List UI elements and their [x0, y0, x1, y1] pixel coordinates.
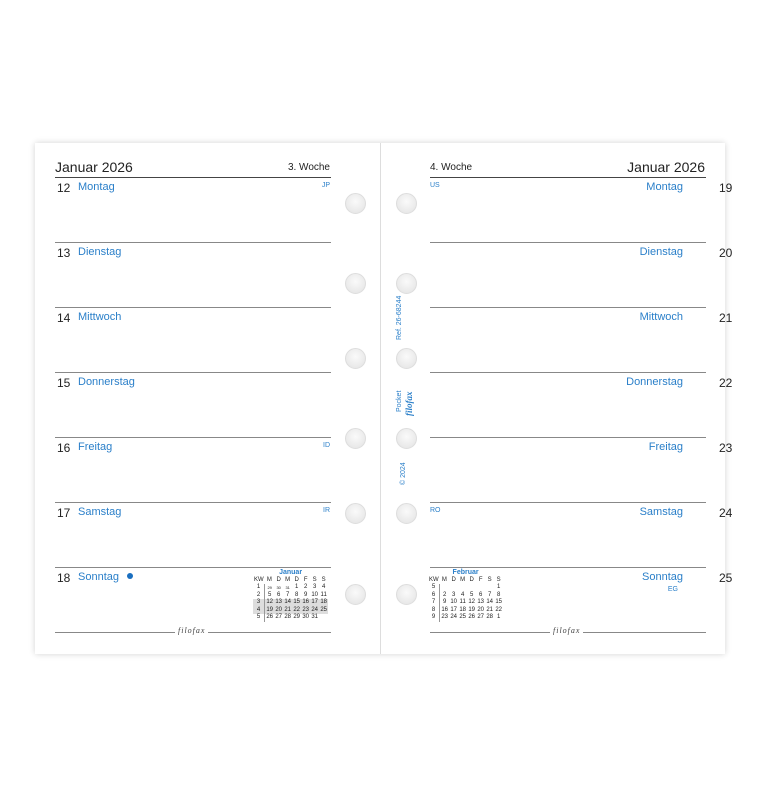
day-number: 21 [719, 311, 733, 325]
mini-date[interactable]: 2 [304, 584, 308, 590]
day-number: 25 [719, 571, 733, 585]
mini-head: KW [254, 576, 264, 583]
day-separator [55, 502, 331, 503]
mini-date[interactable]: 25 [320, 606, 328, 613]
mini-date[interactable]: 27 [275, 614, 283, 620]
binder-hole [396, 348, 417, 369]
binder-hole [396, 428, 417, 449]
mini-date[interactable]: 8 [428, 607, 440, 615]
mini-month: Januar [279, 569, 303, 576]
mini-date[interactable]: 1 [295, 584, 299, 590]
day-name[interactable]: Montag [78, 181, 115, 193]
day-name[interactable]: Freitag [78, 441, 113, 453]
day-number: 23 [719, 441, 733, 455]
mini-date[interactable]: 15 [495, 599, 503, 605]
mini-date[interactable]: 13 [275, 599, 283, 605]
left-page-title: Januar 2026 [55, 159, 133, 175]
mini-date[interactable]: 29 [267, 585, 272, 590]
mini-date[interactable]: 17 [311, 599, 319, 605]
day-separator [430, 437, 706, 438]
mini-date[interactable]: 2 [443, 591, 447, 598]
mini-date[interactable]: 5 [268, 591, 272, 598]
holiday-code: ID [323, 442, 330, 449]
mini-date[interactable]: 7 [286, 591, 290, 598]
left-filofax-logo: filofax [175, 626, 208, 635]
mini-date[interactable]: 16 [302, 599, 310, 605]
right-mini-calendar [428, 569, 503, 622]
mini-date[interactable] [440, 584, 450, 592]
mini-date[interactable]: 6 [428, 592, 440, 600]
mini-head: D [451, 576, 456, 583]
day-number: 17 [57, 506, 71, 520]
binder-hole [345, 348, 366, 369]
mini-date[interactable]: 2 [253, 592, 265, 600]
mini-date[interactable]: 21 [486, 606, 494, 613]
mini-date[interactable]: 1 [497, 584, 501, 590]
binder-hole [396, 503, 417, 524]
mini-date[interactable]: 22 [495, 606, 503, 613]
day-name[interactable]: Samstag [78, 506, 122, 518]
mini-date[interactable]: 26 [266, 614, 274, 620]
mini-date[interactable]: 12 [266, 599, 274, 605]
mini-date[interactable]: 3 [452, 591, 456, 598]
left-header-line [55, 177, 331, 178]
day-name[interactable]: Dienstag [639, 246, 683, 258]
mini-date[interactable]: 21 [284, 606, 292, 613]
day-name[interactable]: Mittwoch [78, 311, 122, 323]
mini-date[interactable] [319, 614, 328, 622]
mini-date[interactable]: 5 [428, 584, 440, 592]
mini-date[interactable]: 22 [293, 606, 301, 613]
mini-week-row [428, 614, 503, 622]
day-separator [55, 372, 331, 373]
day-number: 15 [57, 376, 71, 390]
mini-head: D [276, 576, 281, 583]
mini-week-row [428, 592, 503, 600]
mini-date[interactable] [467, 584, 476, 592]
mini-date[interactable]: 18 [320, 599, 328, 605]
mini-date[interactable] [476, 584, 485, 592]
mini-date[interactable]: 31 [311, 614, 319, 620]
day-name[interactable]: Sonntag [78, 571, 119, 583]
day-separator [430, 307, 706, 308]
mini-date[interactable]: 15 [293, 599, 301, 605]
center-fold [380, 143, 381, 654]
mini-date[interactable]: 4 [253, 607, 265, 615]
mini-week-row [253, 614, 328, 622]
mini-date[interactable]: 9 [304, 591, 308, 598]
day-separator [55, 437, 331, 438]
day-name[interactable]: Sonntag [642, 571, 683, 583]
mini-head: KW [429, 576, 439, 583]
day-number: 13 [57, 246, 71, 260]
mini-date[interactable]: 17 [450, 606, 458, 613]
mini-date[interactable]: 28 [486, 614, 494, 620]
mini-date[interactable]: 16 [441, 606, 449, 613]
day-name[interactable]: Samstag [639, 506, 683, 518]
mini-date[interactable]: 23 [302, 606, 310, 613]
mini-date[interactable]: 30 [276, 585, 281, 590]
mini-date[interactable]: 11 [320, 591, 327, 598]
day-separator [430, 567, 706, 568]
day-name[interactable]: Dienstag [78, 246, 122, 258]
mini-date[interactable]: 30 [302, 614, 310, 620]
mini-week-row [428, 607, 503, 615]
mini-date[interactable] [485, 584, 494, 592]
day-separator [430, 502, 706, 503]
binder-hole [345, 428, 366, 449]
right-week-label: 4. Woche [430, 162, 473, 173]
mini-date[interactable]: 12 [468, 599, 476, 605]
day-number: 18 [57, 571, 71, 585]
day-number: 22 [719, 376, 733, 390]
binder-hole [345, 503, 366, 524]
binder-hole [396, 584, 417, 605]
day-number: 16 [57, 441, 71, 455]
mini-date[interactable]: 4 [461, 591, 465, 598]
left-week-label: 3. Woche [287, 162, 330, 173]
mini-month: Februar [452, 569, 479, 576]
holiday-code: US [430, 182, 440, 189]
mini-date[interactable]: 31 [285, 585, 290, 590]
mini-date[interactable]: 14 [284, 599, 292, 605]
copyright-text: © 2024 [400, 462, 407, 485]
day-number: 24 [719, 506, 733, 520]
mini-week-row [428, 599, 503, 607]
day-name[interactable]: Montag [646, 181, 683, 193]
day-number: 12 [57, 181, 71, 195]
day-name[interactable]: Mittwoch [639, 311, 683, 323]
right-filofax-logo: filofax [550, 626, 583, 635]
mini-date[interactable]: 6 [479, 591, 483, 598]
mini-head: S [487, 576, 492, 583]
mini-week-row [253, 607, 328, 615]
mini-date[interactable]: 5 [470, 591, 474, 598]
spine-logo: filofax [404, 391, 414, 416]
mini-date[interactable]: 9 [443, 599, 447, 605]
mini-date[interactable]: 7 [488, 591, 492, 598]
mini-date[interactable]: 25 [459, 614, 467, 620]
mini-head: M [285, 576, 291, 583]
day-number: 14 [57, 311, 71, 325]
mini-date[interactable]: 4 [322, 584, 326, 590]
mini-head: M [266, 576, 272, 583]
mini-date[interactable]: 24 [311, 606, 319, 613]
mini-date[interactable]: 28 [284, 614, 292, 620]
mini-date[interactable]: 10 [450, 599, 458, 605]
mini-date[interactable]: 20 [477, 606, 485, 613]
mini-date[interactable]: 26 [468, 614, 476, 620]
mini-head: F [303, 576, 308, 583]
day-separator [55, 307, 331, 308]
mini-date[interactable]: 11 [459, 599, 466, 605]
binder-hole [396, 273, 417, 294]
mini-date[interactable]: 9 [428, 614, 440, 622]
holiday-code: RO [430, 507, 441, 514]
holiday-code: JP [321, 182, 330, 189]
mini-head: D [294, 576, 299, 583]
mini-date[interactable] [449, 584, 458, 592]
mini-head: F [478, 576, 483, 583]
mini-date[interactable]: 7 [428, 599, 440, 607]
binder-hole [345, 584, 366, 605]
mini-date[interactable]: 27 [477, 614, 485, 620]
day-name[interactable]: Freitag [648, 441, 683, 453]
mini-week-row [253, 592, 328, 600]
mini-head: S [321, 576, 326, 583]
mini-date[interactable]: 29 [293, 614, 301, 620]
mini-week-row [253, 584, 328, 592]
mini-date[interactable] [458, 584, 467, 592]
mini-date[interactable]: 19 [266, 606, 274, 613]
mini-date[interactable]: 3 [253, 599, 265, 607]
mini-date[interactable]: 19 [468, 606, 476, 613]
mini-date[interactable]: 8 [295, 591, 299, 598]
day-separator [55, 242, 331, 243]
mini-week-row [428, 584, 503, 592]
mini-date[interactable]: 8 [497, 591, 501, 598]
mini-date[interactable]: 20 [275, 606, 283, 613]
mini-date[interactable]: 6 [277, 591, 281, 598]
day-separator [55, 567, 331, 568]
mini-head: S [312, 576, 317, 583]
mini-date[interactable]: 10 [311, 591, 319, 598]
binder-hole [345, 193, 366, 214]
mini-head: D [469, 576, 474, 583]
mini-date[interactable]: 1 [497, 614, 501, 620]
mini-head: S [496, 576, 501, 583]
mini-date[interactable]: 14 [486, 599, 494, 605]
day-separator [430, 242, 706, 243]
mini-date[interactable]: 13 [477, 599, 485, 605]
day-name[interactable]: Donnerstag [78, 376, 135, 388]
pocket-text: Pocket [396, 390, 403, 412]
mini-date[interactable]: 24 [450, 614, 458, 620]
mini-date[interactable]: 3 [313, 584, 317, 590]
mini-date[interactable]: 1 [253, 584, 265, 592]
moon-phase-icon [127, 573, 133, 579]
left-mini-calendar [253, 569, 328, 622]
mini-date[interactable]: 18 [459, 606, 467, 613]
holiday-code: EG [667, 586, 678, 593]
day-separator [430, 372, 706, 373]
holiday-code: IR [323, 507, 330, 514]
day-number: 20 [719, 246, 733, 260]
mini-week-row [253, 599, 328, 607]
mini-head: M [441, 576, 447, 583]
binder-hole [396, 193, 417, 214]
binder-hole [345, 273, 366, 294]
mini-date[interactable]: 23 [441, 614, 449, 620]
right-header-line [430, 177, 706, 178]
mini-date[interactable]: 5 [253, 614, 265, 622]
day-number: 19 [719, 181, 733, 195]
mini-head: M [460, 576, 466, 583]
right-page-title: Januar 2026 [627, 159, 705, 175]
ref-text: Ref. 26-68244 [396, 295, 403, 340]
day-name[interactable]: Donnerstag [626, 376, 683, 388]
